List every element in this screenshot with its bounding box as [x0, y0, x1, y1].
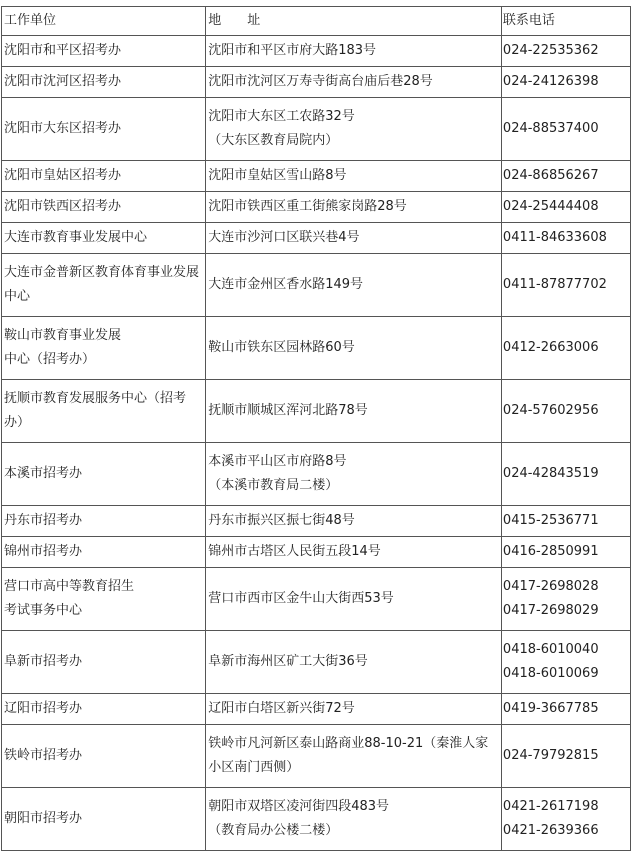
phone-cell-text: 0421-2639366: [502, 823, 599, 838]
phone-cell-text: 0421-2617198: [502, 799, 599, 814]
address-cell: [206, 725, 502, 788]
header-phone: 联系电话: [501, 7, 630, 36]
unit-cell-text: 沈阳市皇姑区招考办: [4, 168, 122, 183]
phone-cell-text: 0411-87877702: [502, 277, 607, 292]
address-cell-text: 锦州市古塔区人民街五段14号: [208, 544, 381, 559]
address-cell: [206, 568, 502, 631]
unit-cell: [2, 161, 206, 192]
address-cell-text: 阜新市海州区矿工大街36号: [208, 654, 368, 669]
phone-cell: [501, 161, 630, 192]
address-cell-text: 沈阳市皇姑区雪山路8号: [208, 168, 347, 183]
table-row: [2, 317, 631, 380]
address-cell-text: 本溪市平山区市府路8号: [208, 454, 347, 469]
phone-cell: [501, 506, 630, 537]
address-cell: [206, 254, 502, 317]
unit-cell: [2, 98, 206, 161]
address-cell-text: 丹东市振兴区振七街48号: [208, 513, 355, 528]
phone-cell-text: 0411-84633608: [502, 230, 607, 245]
address-cell: [206, 694, 502, 725]
unit-cell-text: 朝阳市招考办: [4, 811, 83, 826]
phone-cell-text: 024-57602956: [502, 403, 599, 418]
table-row: [2, 380, 631, 443]
address-cell: [206, 67, 502, 98]
table-row: [2, 192, 631, 223]
phone-cell: [501, 568, 630, 631]
unit-cell-text: 铁岭市招考办: [4, 748, 83, 763]
unit-cell: [2, 506, 206, 537]
unit-cell-text: 大连市金普新区教育体育事业发展中心: [4, 265, 200, 304]
phone-cell: [501, 223, 630, 254]
unit-cell: [2, 725, 206, 788]
unit-cell-text: 鞍山市教育事业发展: [4, 328, 122, 343]
phone-cell-text: 024-42843519: [502, 466, 599, 481]
phone-cell-text: 0417-2698029: [502, 603, 599, 618]
table-row: [2, 788, 631, 851]
phone-cell-text: 0418-6010040: [502, 642, 599, 657]
unit-cell: [2, 317, 206, 380]
unit-cell: [2, 254, 206, 317]
address-cell-text: 沈阳市铁西区重工街熊家岗路28号: [208, 199, 407, 214]
phone-cell-text: 024-86856267: [502, 168, 599, 183]
unit-cell: [2, 223, 206, 254]
phone-cell: [501, 317, 630, 380]
phone-cell: [501, 67, 630, 98]
table-row: [2, 568, 631, 631]
phone-cell-text: 0417-2698028: [502, 579, 599, 594]
address-cell: [206, 380, 502, 443]
phone-cell-text: 024-25444408: [502, 199, 599, 214]
address-cell: [206, 317, 502, 380]
unit-cell: [2, 537, 206, 568]
address-cell-text: 沈阳市沈河区万寿寺街高台庙后巷28号: [208, 74, 433, 89]
address-cell: [206, 161, 502, 192]
unit-cell-text: 沈阳市大东区招考办: [4, 121, 122, 136]
table-row: [2, 254, 631, 317]
phone-cell: [501, 36, 630, 67]
unit-cell: [2, 67, 206, 98]
table-row: [2, 223, 631, 254]
address-cell: [206, 223, 502, 254]
unit-cell: [2, 788, 206, 851]
table-row: [2, 631, 631, 694]
phone-cell: [501, 254, 630, 317]
phone-cell: [501, 192, 630, 223]
address-cell-text: （本溪市教育局二楼）: [208, 478, 339, 493]
unit-cell-text: 沈阳市和平区招考办: [4, 43, 122, 58]
unit-cell-text: 营口市高中等教育招生: [4, 579, 135, 594]
phone-cell-text: 024-22535362: [502, 43, 599, 58]
header-unit: 工作单位: [2, 7, 206, 36]
address-cell: [206, 192, 502, 223]
table-header-row: [2, 7, 631, 36]
address-cell-text: （教育局办公楼二楼）: [208, 823, 339, 838]
phone-cell: [501, 537, 630, 568]
address-cell-text: （大东区教育局院内）: [208, 133, 339, 148]
table-row: [2, 98, 631, 161]
phone-cell-text: 024-24126398: [502, 74, 599, 89]
unit-cell-text: 本溪市招考办: [4, 466, 83, 481]
unit-cell: [2, 631, 206, 694]
phone-cell: [501, 694, 630, 725]
unit-cell-text: 大连市教育事业发展中心: [4, 230, 148, 245]
table-row: [2, 725, 631, 788]
phone-cell-text: 0415-2536771: [502, 513, 599, 528]
contact-table: [1, 6, 631, 851]
address-cell: [206, 506, 502, 537]
address-cell-text: 沈阳市和平区市府大路183号: [208, 43, 377, 58]
unit-cell: [2, 568, 206, 631]
phone-cell: [501, 631, 630, 694]
unit-cell-text: 沈阳市沈河区招考办: [4, 74, 122, 89]
unit-cell-text: 辽阳市招考办: [4, 701, 83, 716]
unit-cell: [2, 192, 206, 223]
phone-cell: [501, 725, 630, 788]
unit-cell-text: 抚顺市教育发展服务中心（招考办）: [4, 391, 187, 430]
unit-cell: [2, 443, 206, 506]
address-cell: [206, 98, 502, 161]
address-cell-text: 辽阳市白塔区新兴街72号: [208, 701, 355, 716]
table-row: [2, 537, 631, 568]
address-cell: [206, 537, 502, 568]
address-cell-text: 朝阳市双塔区凌河街四段483号: [208, 799, 390, 814]
phone-cell-text: 0412-2663006: [502, 340, 599, 355]
address-cell: [206, 788, 502, 851]
address-cell-text: 抚顺市顺城区浑河北路78号: [208, 403, 368, 418]
unit-cell-text: 中心（招考办）: [4, 352, 96, 367]
table-row: [2, 36, 631, 67]
unit-cell: [2, 36, 206, 67]
phone-cell-text: 0419-3667785: [502, 701, 599, 716]
address-cell: [206, 443, 502, 506]
unit-cell-text: 考试事务中心: [4, 603, 83, 618]
table-row: [2, 694, 631, 725]
table-row: [2, 443, 631, 506]
header-address: 地 址: [206, 7, 502, 36]
phone-cell: [501, 380, 630, 443]
unit-cell-text: 丹东市招考办: [4, 513, 83, 528]
phone-cell-text: 024-88537400: [502, 121, 599, 136]
address-cell: [206, 631, 502, 694]
address-cell-text: 营口市西市区金牛山大街西53号: [208, 591, 394, 606]
table-row: [2, 67, 631, 98]
address-cell-text: 沈阳市大东区工农路32号: [208, 109, 355, 124]
phone-cell-text: 0418-6010069: [502, 666, 599, 681]
phone-cell-text: 024-79792815: [502, 748, 599, 763]
address-cell-text: 大连市沙河口区联兴巷4号: [208, 230, 360, 245]
unit-cell-text: 沈阳市铁西区招考办: [4, 199, 122, 214]
phone-cell: [501, 443, 630, 506]
address-cell-text: 大连市金州区香水路149号: [208, 277, 364, 292]
address-cell-text: 铁岭市凡河新区泰山路商业88-10-21（秦淮人家小区南门西侧）: [208, 736, 489, 775]
unit-cell-text: 锦州市招考办: [4, 544, 83, 559]
table-row: [2, 161, 631, 192]
phone-cell-text: 0416-2850991: [502, 544, 599, 559]
address-cell-text: 鞍山市铁东区园林路60号: [208, 340, 355, 355]
phone-cell: [501, 98, 630, 161]
unit-cell: [2, 380, 206, 443]
phone-cell: [501, 788, 630, 851]
address-cell: [206, 36, 502, 67]
table-row: [2, 506, 631, 537]
unit-cell: [2, 694, 206, 725]
unit-cell-text: 阜新市招考办: [4, 654, 83, 669]
